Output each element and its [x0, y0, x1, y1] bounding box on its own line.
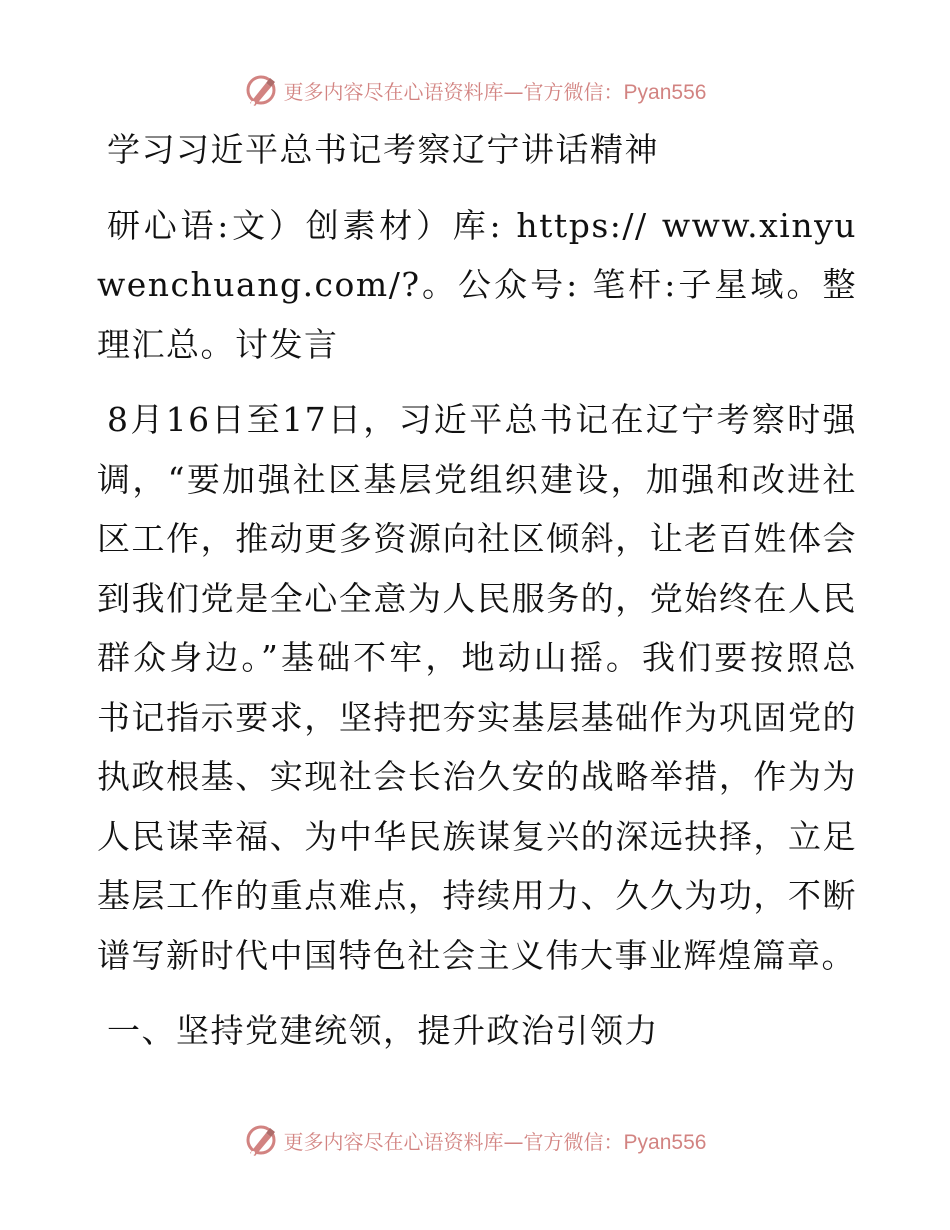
- section-heading: 一、坚持党建统领，提升政治引领力: [107, 1011, 659, 1050]
- pen-in-circle-logo-icon: [244, 1123, 278, 1157]
- pen-in-circle-logo-icon: [244, 73, 278, 107]
- watermark-label: 更多内容尽在心语资料库—官方微信：: [283, 1129, 624, 1154]
- header-watermark-banner: [0, 70, 950, 110]
- watermark-group: [244, 1123, 707, 1157]
- source-note-text: 研心语:文）创素材）库: https:// www.xinyuwenchuang.com/?。公众号: 笔杆:子星域。整理汇总。讨发言: [97, 205, 857, 364]
- body-paragraph: [97, 390, 857, 985]
- source-note: [97, 196, 857, 375]
- watermark-wechat-id: Pyan556: [623, 80, 707, 104]
- footer-watermark-banner: [0, 1120, 950, 1160]
- document-title: 学习习近平总书记考察辽宁讲话精神: [107, 130, 659, 169]
- watermark-label: 更多内容尽在心语资料库—官方微信：: [283, 79, 624, 104]
- watermark-group: [244, 73, 707, 107]
- body-paragraph-text: 8月16日至17日，习近平总书记在辽宁考察时强调，“要加强社区基层党组织建设，加强和改进社区工作，推动更多资源向社区倾斜，让老百姓体会到我们党是全心全意为人民服务的，党始终在人民群众身边。”基础不牢，地动山摇。我们要按照总书记指示要求，坚持把夯实基层基础作为巩固党的执政根基、实现社会长治久安的战略举措，作为为人民谋幸福、为中华民族谋复兴的深远抉择，立足基层工作的重点难点，持续用力、久久为功，不断谱写新时代中国特色社会主义伟大事业辉煌篇章。: [97, 400, 857, 975]
- watermark-text: [284, 1126, 707, 1155]
- watermark-text: [284, 76, 707, 105]
- document-body: [97, 120, 857, 1061]
- watermark-wechat-id: Pyan556: [623, 1130, 707, 1154]
